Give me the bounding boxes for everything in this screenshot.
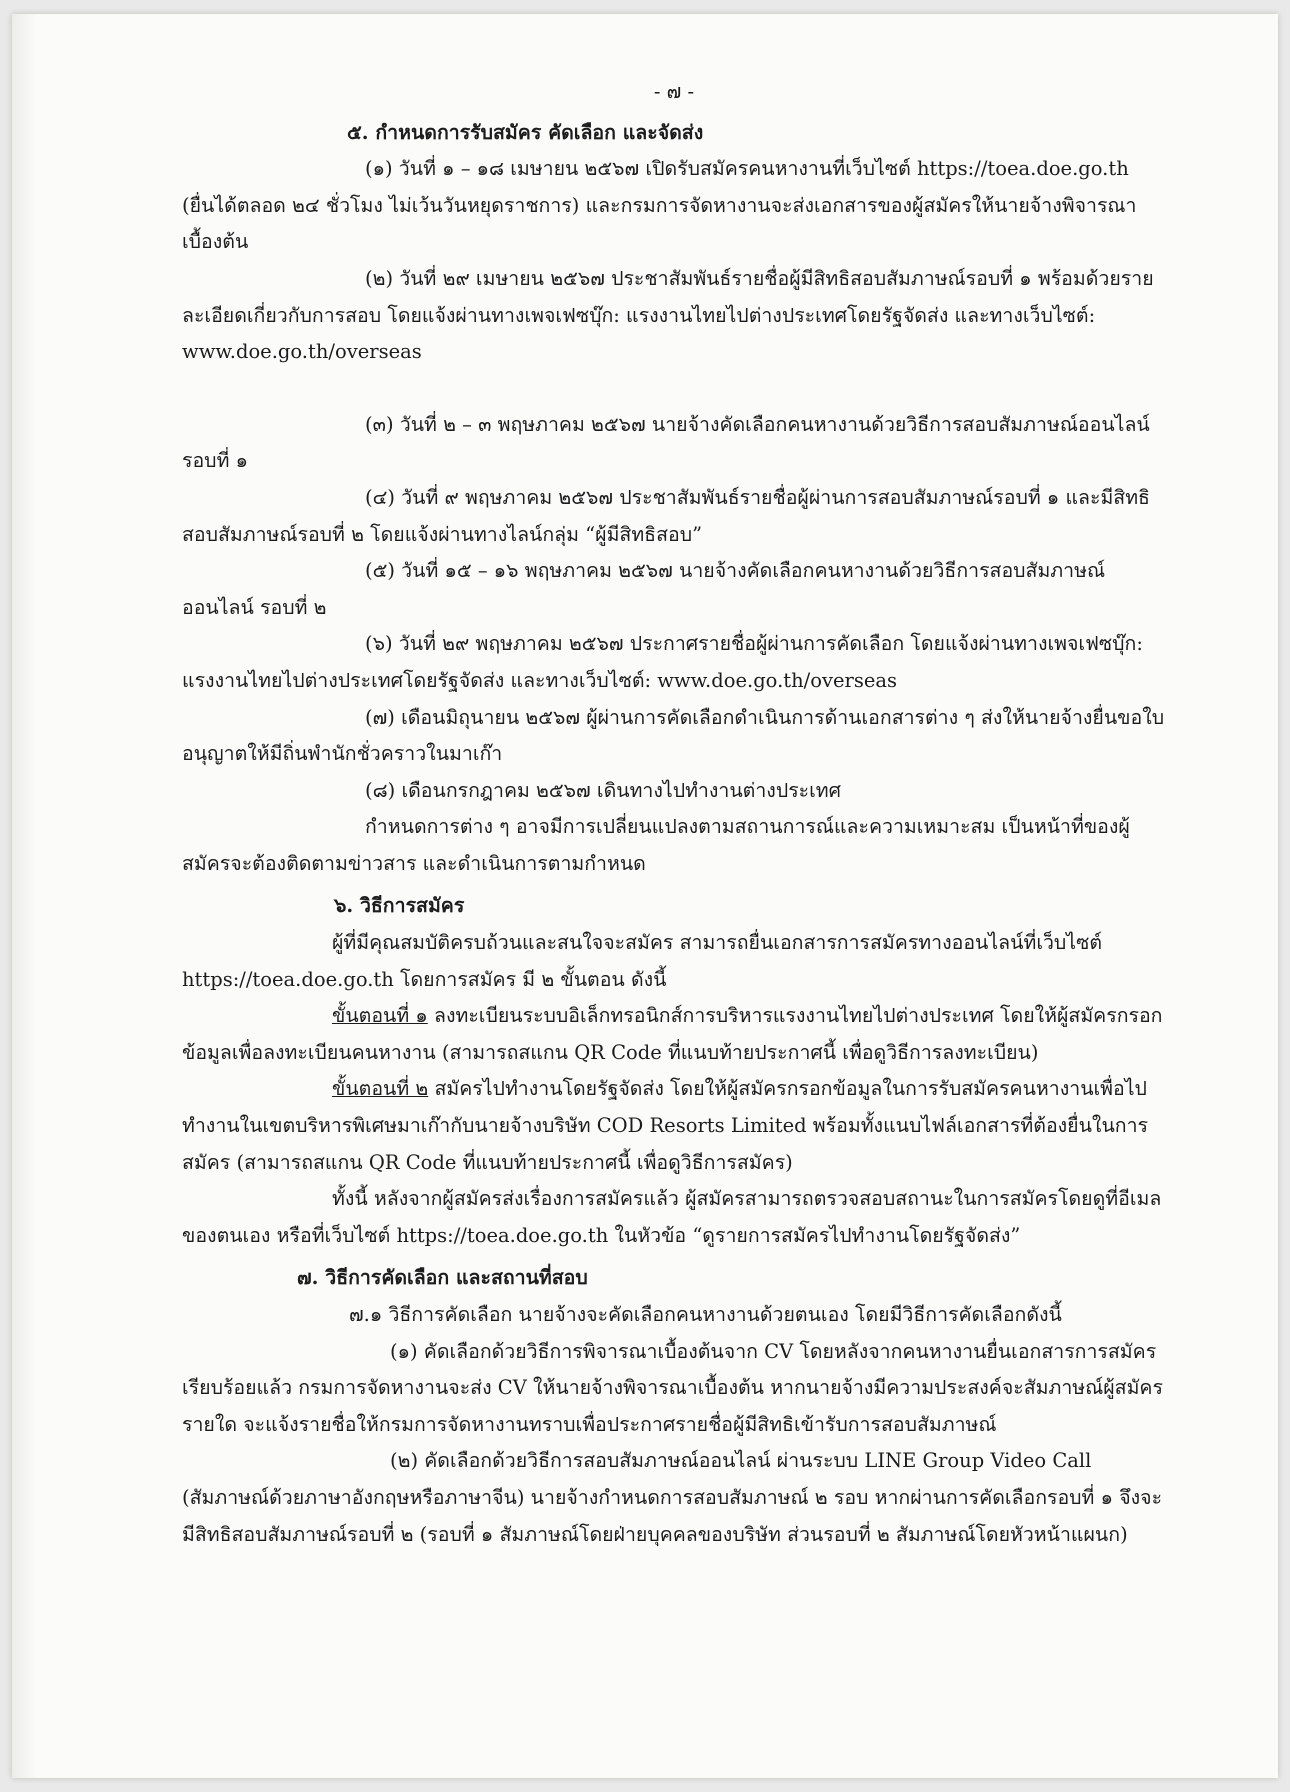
selection-method-intro: ๗.๑ วิธีการคัดเลือก นายจ้างจะคัดเลือกคนหางานด้วยตนเอง โดยมีวิธีการคัดเลือกดังนี้ xyxy=(349,1303,1062,1326)
schedule-item-1: (๑) วันที่ ๑ – ๑๘ เมษายน ๒๕๖๗ เปิดรับสมัครคนหางานที่เว็บไซต์ https://toea.doe.go.th (ยื่นได้ตลอด ๒๔ ชั่วโมง ไม่เว้นวันหยุดราชการ) และกรมการจัดหางานจะส่งเอกสารของผู้สมัครให้นายจ้างพิจารณาเบื้องต้น xyxy=(182,157,1137,254)
schedule-item-3: (๓) วันที่ ๒ – ๓ พฤษภาคม ๒๕๖๗ นายจ้างคัดเลือกคนหางานด้วยวิธีการสอบสัมภาษณ์ออนไลน์ รอบที่ ๑ xyxy=(182,412,1150,473)
page-edge-shadow xyxy=(12,14,38,1778)
schedule-item-5: (๕) วันที่ ๑๕ – ๑๖ พฤษภาคม ๒๕๖๗ นายจ้างคัดเลือกคนหางานด้วยวิธีการสอบสัมภาษณ์ออนไลน์ รอบที่ ๒ xyxy=(182,559,1106,619)
section-5-heading: ๕. กำหนดการรับสมัคร คัดเลือก และจัดส่ง xyxy=(347,120,704,144)
selection-item-2: (๒) คัดเลือกด้วยวิธีการสอบสัมภาษณ์ออนไลน์ ผ่านระบบ LINE Group Video Call (สัมภาษณ์ด้วยภาษาอังกฤษหรือภาษาจีน) นายจ้างกำหนดการสอบสัมภาษณ์ ๒ รอบ หากผ่านการคัดเลือกรอบที่ ๑ จึงจะมีสิทธิสอบสัมภาษณ์รอบที่ ๒ (รอบที่ ๑ สัมภาษณ์โดยฝ่ายบุคคลของบริษัท ส่วนรอบที่ ๒ สัมภาษณ์โดยหัวหน้าแผนก) xyxy=(182,1449,1163,1546)
section-6-heading: ๖. วิธีการสมัคร xyxy=(334,894,465,918)
application-intro: ผู้ที่มีคุณสมบัติครบถ้วนและสนใจจะสมัคร สามารถยื่นเอกสารการสมัครทางออนไลน์ที่เว็บไซต์ https://toea.doe.go.th โดยการสมัคร มี ๒ ขั้นตอน ดังนี้ xyxy=(182,931,1103,991)
page-number: - ๗ - xyxy=(653,80,695,103)
schedule-item-7: (๗) เดือนมิถุนายน ๒๕๖๗ ผู้ผ่านการคัดเลือกดำเนินการด้านเอกสารต่าง ๆ ส่งให้นายจ้างยื่นขอใบอนุญาตให้มีถิ่นพำนักชั่วคราวในมาเก๊า xyxy=(182,705,1165,766)
step-2-label: ขั้นตอนที่ ๒ xyxy=(332,1077,429,1101)
section-7-heading: ๗. วิธีการคัดเลือก และสถานที่สอบ xyxy=(297,1266,588,1290)
step-2-text: สมัครไปทำงานโดยรัฐจัดส่ง โดยให้ผู้สมัครกรอกข้อมูลในการรับสมัครคนหางานเพื่อไปทำงานในเขตบริหารพิเศษมาเก๊ากับนายจ้างบริษัท COD Resorts Limited พร้อมทั้งแนบไฟล์เอกสารที่ต้องยื่นในการสมัคร (สามารถสแกน QR Code ที่แนบท้ายประกาศนี้ เพื่อดูวิธีการสมัคร) xyxy=(182,1077,1149,1174)
schedule-item-6: (๖) วันที่ ๒๙ พฤษภาคม ๒๕๖๗ ประกาศรายชื่อผู้ผ่านการคัดเลือก โดยแจ้งผ่านทางเพจเฟซบุ๊ก: แรงงานไทยไปต่างประเทศโดยรัฐจัดส่ง และทางเว็บไซต์: www.doe.go.th/overseas xyxy=(182,632,1143,692)
schedule-item-4: (๔) วันที่ ๙ พฤษภาคม ๒๕๖๗ ประชาสัมพันธ์รายชื่อผู้ผ่านการสอบสัมภาษณ์รอบที่ ๑ และมีสิทธิสอบสัมภาษณ์รอบที่ ๒ โดยแจ้งผ่านทางไลน์กลุ่ม “ผู้มีสิทธิสอบ” xyxy=(182,485,1150,546)
schedule-note: กำหนดการต่าง ๆ อาจมีการเปลี่ยนแปลงตามสถานการณ์และความเหมาะสม เป็นหน้าที่ของผู้สมัครจะต้องติดตามข่าวสาร และดำเนินการตามกำหนด xyxy=(182,815,1130,875)
step-1-label: ขั้นตอนที่ ๑ xyxy=(332,1004,428,1028)
schedule-item-8: (๘) เดือนกรกฎาคม ๒๕๖๗ เดินทางไปทำงานต่างประเทศ xyxy=(365,778,842,802)
selection-item-1: (๑) คัดเลือกด้วยวิธีการพิจารณาเบื้องต้นจาก CV โดยหลังจากคนหางานยื่นเอกสารการสมัครเรียบร้อยแล้ว กรมการจัดหางานจะส่ง CV ให้นายจ้างพิจารณาเบื้องต้น หากนายจ้างมีความประสงค์จะสัมภาษณ์ผู้สมัครรายใด จะแจ้งรายชื่อให้กรมการจัดหางานทราบเพื่อประกาศรายชื่อผู้มีสิทธิเข้ารับการสอบสัมภาษณ์ xyxy=(182,1339,1163,1436)
application-step-1 xyxy=(182,998,1166,1071)
schedule-item-2: (๒) วันที่ ๒๙ เมษายน ๒๕๖๗ ประชาสัมพันธ์รายชื่อผู้มีสิทธิสอบสัมภาษณ์รอบที่ ๑ พร้อมด้วยรายละเอียดเกี่ยวกับการสอบ โดยแจ้งผ่านทางเพจเฟซบุ๊ก: แรงงานไทยไปต่างประเทศโดยรัฐจัดส่ง และทางเว็บไซต์: www.doe.go.th/overseas xyxy=(182,266,1154,364)
document-body xyxy=(182,74,1166,1553)
step-1-text: ลงทะเบียนระบบอิเล็กทรอนิกส์การบริหารแรงงานไทยไปต่างประเทศ โดยให้ผู้สมัครกรอกข้อมูลเพื่อลงทะเบียนคนหางาน (สามารถสแกน QR Code ที่แนบท้ายประกาศนี้ เพื่อดูวิธีการลงทะเบียน) xyxy=(182,1004,1163,1064)
document-page xyxy=(12,14,1278,1778)
application-closing: ทั้งนี้ หลังจากผู้สมัครส่งเรื่องการสมัครแล้ว ผู้สมัครสามารถตรวจสอบสถานะในการสมัครโดยดูที่อีเมลของตนเอง หรือที่เว็บไซต์ https://toea.doe.go.th ในหัวข้อ “ดูรายการสมัครไปทำงานโดยรัฐจัดส่ง” xyxy=(182,1187,1162,1247)
application-step-2 xyxy=(182,1071,1166,1181)
